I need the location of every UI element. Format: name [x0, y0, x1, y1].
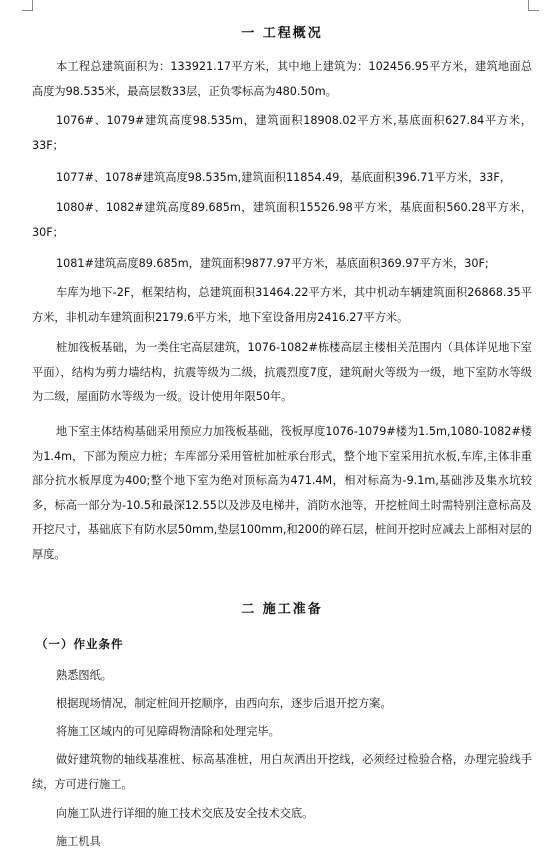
paragraph: 1076#、1079#建筑高度98.535m，建筑面积18908.02平方米,基底面积627.84平方米，33F； — [32, 114, 532, 152]
crop-mark-right — [528, 0, 539, 11]
list-item: 施工机具 — [56, 835, 101, 848]
paragraph: 桩加筏板基础，为一类住宅高层建筑，1076-1082#栋楼高层主楼相关范围内（具体详见地下室平面），结构为剪力墙结构，抗震等级为二级，抗震烈度7度，建筑耐火等级为一级，地下室防水等级为二级，屋面防水等级为一级。设计使用年限50年。 — [32, 341, 532, 403]
paragraph: 1081#建筑高度89.685m，建筑面积9877.97平方米，基底面积369.97平方米，30F; — [56, 257, 489, 270]
paragraph: 1080#、1082#建筑高度89.685m，建筑面积15526.98平方米，基底面积560.28平方米，30F； — [32, 201, 532, 239]
section-1-title: 一 工程概况 — [241, 26, 323, 41]
paragraph: 本工程总建筑面积为：133921.17平方米，其中地上建筑为：102456.95平方米，建筑地面总高度为98.535米，最高层数33层，正负零标高为480.50m。 — [32, 60, 532, 98]
list-item: 做好建筑物的轴线基准桩、标高基准桩，用白灰洒出开挖线，必须经过检验合格，办理完验线手续，方可进行施工。 — [32, 753, 532, 791]
subsection-title: （一）作业条件 — [36, 637, 124, 651]
paragraph: 车库为地下-2F，框架结构，总建筑面积31464.22平方米，其中机动车辆建筑面积26868.35平方米，非机动车建筑面积2179.6平方米，地下室设备用房2416.27平方米。 — [32, 286, 532, 324]
paragraph: 1077#、1078#建筑高度98.535m,建筑面积11854.49，基底面积396.71平方米，33F， — [56, 171, 512, 184]
paragraph: 地下室主体结构基础采用预应力加筏板基础，筏板厚度1076-1079#楼为1.5m,1080-1082#楼为1.4m，下部为预应力桩；车库部分采用管桩加桩承台形式，整个地下室采用抗水板,车库,主体非重部分抗水板厚度为400;整个地下室为绝对顶标高为471.4M，相对标高为-9.1m,基础涉及集水坑较多，标高一部分为-10.5和最深12.55以及涉及电梯井，消防水池等，开挖桩间土时需特别注意标高及开挖尺寸，基础底下有防水层50mm,垫层100mm,和200的碎石层，桩间开挖时应减去上部相对层的厚度。 — [32, 425, 532, 561]
section-2-title: 二 施工准备 — [241, 602, 323, 617]
list-item: 熟悉图纸。 — [56, 669, 112, 682]
list-item: 将施工区域内的可见障碍物清除和处理完毕。 — [56, 725, 280, 738]
crop-mark-left — [22, 0, 33, 11]
list-item: 向施工队进行详细的施工技术交底及安全技术交底。 — [56, 807, 314, 820]
list-item: 根据现场情况，制定桩间开挖顺序，由西向东，逐步后退开挖方案。 — [56, 697, 392, 710]
